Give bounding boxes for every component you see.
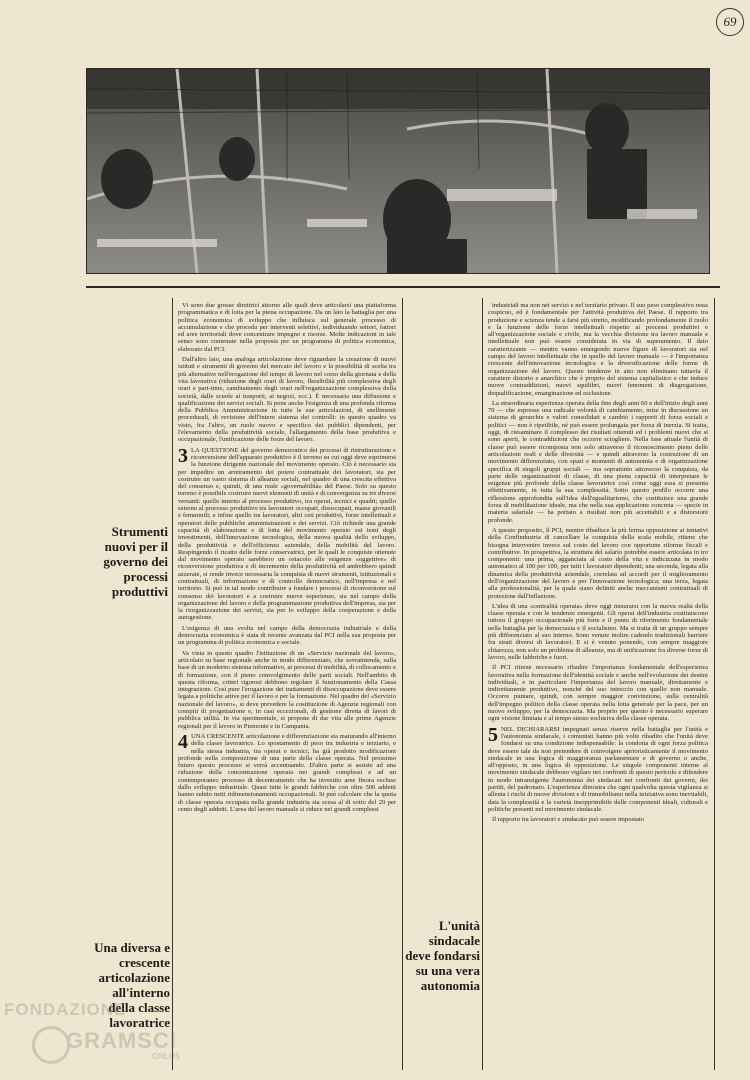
- paragraph-text: UNA CRESCENTE articolazione e differenziazione sta maturando all'interno della classe lavoratrice. Lo spostamento di peso tra industria e terziario, e nella stessa industria, tra operai e tecnici, ha già prodotto modificazioni profonde nella composizione di una parte della classe operaia. Nel prossimo futuro questo processo si verrà accentuando. D'altra parte si assiste ad una riduzione della concentrazione operaia nei grandi complessi e ad un contemporaneo processo di decentramento che ha investito aree finora escluse dallo sviluppo industriale. Quasi tutte le grandi fabbriche con oltre 500 addetti hanno subito netti ridimensionamenti occupazionali. Si può calcolare che la quota di classe operaia occupata nella grande industria sia scesa al di sotto del 20 per cento degli addetti. L'area del lavoro manuale si riduce nei grandi complessi: [178, 732, 396, 813]
- paragraph-section-5: [488, 723, 708, 814]
- paragraph: La straordinaria esperienza operaia della fine degli anni 60 e dell'inizio degli anni 70 — che espresse una radicale volontà di cambiamento, mise in discussione un sistema di gerarchie e valori consolidati e cambiò i rapporti di forza sociali e politici — non è ripetibile, né può essere prolungata per forza di inerzia. Si tratta, oggi, di riesaminare il complesso dei risultati ottenuti ed i problemi nuovi che si sono aperti, le contraddizioni che occorre sciogliere. Nella fase attuale l'unità di classe può essere ricomposta non solo attraverso il riconoscimento pieno delle articolazioni reali e delle diversità — e quindi attraverso la costruzione di un movimento differenziato, con spazi e momenti di autonomia e di organizzazione specifica di singoli gruppi sociali — ma soprattutto attraverso la conquista, da parte delle organizzazioni di classe, di una piena capacità di interpretare le esigenze più profonde della classe lavoratrice così come oggi essa si presenta effettivamente, in tutta la sua complessità. Sotto questo profilo occorre una riflessione approfondita sull'idea dell'egualitarismo, che costituisce una grande forza di mobilitazione ideale, ma che nella sua applicazione concreta — specie in materia salariale — ha portato a risultati non più accettabili e a distorsioni profonde.: [488, 399, 708, 524]
- paragraph: Va vista in questo quadro l'istituzione di un «Servizio nazionale del lavoro», articolato su base regionale anche in modo differenziato, che sovraintenda, sulla base di un moderno sistema informativo, ai processi di mobilità, di collocamento e di formazione, con il pieno coinvolgimento delle parti sociali. Nell'ambito di questa riforma, criteri rigorosi debbono regolare il funzionamento della Cassa integrazione. Così pure l'erogazione dei trattamenti di disoccupazione deve essere legata a politiche attive per il lavoro e per la formazione. Nel quadro del «Servizio nazionale del lavoro», si deve prevedere la costituzione di Agenzie regionali con compiti di progettazione e, in casi eccezionali, di gestione diretta di lavori di pubblica utilità. In via sperimentale, si propone di dar vita alle prime Agenzie regionali per il lavoro in Piemonte e in Campania.: [178, 649, 396, 730]
- paragraph: A questo proposito, il PCI, mentre ribadisce la più ferma opposizione ai tentativi della Confindustria di cancellare la conquista della scala mobile, ritiene che bisogna intervenire invece sul costo del lavoro con opportune riforme fiscali e contributive. In prospettiva, la struttura del salario potrebbe essere articolata in tre componenti: una prima, agganciata al costo della vita e indicizzata in modo automatico al 100 per 100, per tutti i lavoratori dipendenti; una seconda, legata alla dinamica della produttività aziendale, correlata ad accordi per il miglioramento dell'organizzazione del lavoro e per l'innovazione tecnologica; una terza, legata alla professionalità, per la quale siano definiti anche meccanismi contrattuali di protezione dall'inflazione.: [488, 526, 708, 600]
- paragraph: industriali ma non nei servizi e nel terziario privato. Il suo peso complessivo resta cospicuo, ed è fondamentale per l'attività produttiva del Paese. Il rapporto tra produzione e scienza tende a farsi più stretto, modificando profondamente il ruolo e la funzione delle forze intellettuali rispetto ai processi produttivi e all'organizzazione sociale e civile, ma la vecchia divisione tra lavoro manuale e intellettuale non può essere considerata in via di superamento. Il dato caratterizzante — mentre vanno emergendo nuove figure di lavoratori sia nel campo del lavoro intellettuale che in quello del lavoro manuale — è l'importanza crescente dell'innovazione tecnologica e la diversificazione delle forme di organizzazione del lavoro. Queste tendenze in atto non eliminano tuttavia il carattere distorto e anarchico che è proprio del sistema capitalistico e che induce nuove contraddizioni, nuovi squilibri, nuovi fenomeni di disgregazione, dequalificazione, emarginazione ed esclusione.: [488, 302, 708, 397]
- paragraph: Vi sono due grosse direttrici attorno alle quali deve articolarsi una piattaforma programmatica e di lotta per la piena occupazione. Da un lato la battaglia per una politica economica di sviluppo che influisca sul generale processo di accumulazione e che proceda per interventi selettivi, individuando settori, fattori ed aree territoriali dove concentrare impegno e risorse. Molte indicazioni in tale senso sono contenute nella proposta per un programma di politica economica, elaborato dal PCI.: [178, 302, 396, 353]
- paragraph: L'esigenza di una svolta nel campo della democrazia industriale e della democrazia economica è stata di recente avanzata dal PCI nella sua proposta per un programma di politica economica e sociale.: [178, 624, 396, 647]
- paragraph: Dall'altro lato, una analoga articolazione deve riguardare la creazione di nuovi istituti e strumenti di governo del mercato del lavoro e la possibilità di scelta tra più alternative nell'erogazione del tempo di lavoro nel corso della giornata e della vita lavorativa (riduzione degli orari di lavoro, flessibilità più complessiva degli orari e part-time, cambiamento degli orari nell'organizzazione complessiva della società, dalle scuole ai trasporti, ai negozi, ecc.). È necessaria una diffusione e qualificazione dei servizi sociali. Si pone anche l'esigenza di una profonda riforma della Pubblica Amministrazione in tutte le sue articolazioni, di snellimenti procedurali, di revisione dell'intero sistema dei controlli: in questo quadro va visto, fra l'altro, un ruolo nuovo e specifico dei pubblici dipendenti, per l'elevamento della produttività sociale, l'allargamento della base produttiva e occupazionale, l'unificazione delle forze del lavoro.: [178, 356, 396, 444]
- column-divider: [172, 298, 173, 1070]
- paragraph-text: LA QUESTIONE del governo democratico dei processi di ristrutturazione e riconversione dell'apparato produttivo è il terreno su cui oggi deve esprimersi la funzione dirigente nazionale del movimento operaio. Ciò è necessario sia per impedire un arretramento dei potere contrattuale dei lavoratori, sia per costruire un vasto sistema di alleanze sociali, nel quadro di una crescita effettiva del consenso e, quindi, di una reale «governabilità» del Paese. Solo su questo terreno è possibile costruire nuovi elementi di unità e di convergenza su tre diversi versanti: quello interno al processo produttivo, tra operai, tecnici e quadri; quello esterno al processo produttivo tra lavoratori occupati, disoccupati, masse giovanili e femminili; e infine quello tra lavoratori, altri ceti produttivi, forze intellettuali e operatori delle pubbliche amministrazioni e dei servizi. Ciò richiede una grande capacità di elaborazione e di lotta del movimento operaio sui temi degli investimenti, dell'innovazione tecnologica, della nuova qualità dello sviluppo, della produttività e dell'efficienza aziendale, della mobilità del lavoro. Respingendo il ricatto delle forze conservatrici, per le quali le conquiste ottenute dal movimento operaio sarebbero un ostacolo alle esigenze «oggettive» di riconversione produttiva e di incremento della produttività ed andrebbero quindi azzerate, si rende invece necessaria la conquista di nuovi strumenti, istituzionali e contrattuali, di informazione e di controllo democratico, nell'impresa e nel territorio. Si può in tal modo contribuire a fondare i processi di riconversione sul consenso dei lavoratori e a costruire nuove esperienze, sia nel campo della organizzazione del lavoro e della programmazione produttiva dell'impresa, sia per la riorganizzazione dei servizi, sia per lo sviluppo della cooperazione e della autogestione.: [178, 446, 396, 622]
- top-rule: [86, 286, 720, 288]
- paragraph: L'idea di una «centralità operaia» deve oggi misurarsi con la nuova realtà della classe operaia e con le tendenze emergenti. Gli operai dell'industria costituiscono tuttora il gruppo occupazionale più forte e il punto di riferimento fondamentale nella battaglia per la democrazia e il socialismo. Ma si tratta di un gruppo sempre più differenziato al suo interno. Sono venute inoltre cadendo tradizionali barriere fra strati diversi di lavoratori. E si è venuto ponendo, con sempre maggiore chiarezza, non solo un problema di alleanze, ma di unificazione fra diverse forze di lavoro, nelle fabbriche e fuori.: [488, 602, 708, 661]
- column-divider: [714, 298, 715, 1070]
- watermark-line-1: FONDAZIONE: [4, 1000, 127, 1019]
- dropcap-4: 4: [178, 730, 188, 753]
- factory-workers-photo: [86, 68, 710, 274]
- subhead-5: L'unità sindacale deve fondarsi su una vera autonomia: [405, 918, 480, 993]
- paragraph-text: NEL DICHIARARSI impegnati senza riserve nella battaglia per l'unità e l'autonomia sindacale, i comunisti hanno più volte ribadito che l'unità deve fondarsi su una condizione indispensabile: la condotta di ogni forza politica deve essere tale da non pretendere di coinvolgere aprioristicamente il movimento sindacale in una logica di maggioranza parlamentare e di governo o anche, all'opposto, in una logica di opposizione. Le singole componenti interne al movimento sindacale debbono vigilare nei confronti di questo pericolo e difendere in modo intransigente l'autonomia dei sindacati nei confronti dei governi, dei partiti, del padronato. L'esperienza dimostra che ogni qualvolta questa vigilanza si allenta i rischi di nuove divisioni e di immobilismo nella iniziativa sono inevitabili, data la complessità e la varietà insopprimibile delle componenti ideali, culturali e politiche presenti nel movimento sindacale.: [488, 725, 708, 813]
- paragraph: Il rapporto tra lavoratori e sindacato può essere impostato: [492, 816, 644, 824]
- dropcap-3: 3: [178, 444, 188, 467]
- subhead-4: Una diversa e crescente articolazione all'interno della classe lavoratrice: [94, 940, 170, 1030]
- paragraph-section-3: [178, 444, 396, 622]
- watermark-logo-icon: [32, 1026, 70, 1064]
- paragraph: Il PCI ritiene necessario ribadire l'importanza fondamentale dell'esperienza lavorativa nella formazione dell'identità sociale e anche nell'evoluzione dei destini individuali, e in particolare l'importanza del lavoro manuale, direttamente e indirettamente produttivo, nonché del suo intreccio con quello non manuale. Occorre puntare, quindi, con sempre maggior convinzione, sulla centralità dell'impegno politico della classe operaia nella lotta generale per la pace, per un nuovo sviluppo, per la democrazia. Ma proprio per questo è necessario superare ogni visione limitata e al tempo stesso esclusiva della classe operaia.: [488, 664, 708, 723]
- page-number: 69: [716, 8, 744, 36]
- paragraph-section-4: [178, 730, 396, 813]
- dropcap-5: 5: [488, 723, 498, 746]
- factory-workers-photo-drawing: [87, 69, 709, 273]
- watermark-line-3: ONLUS: [152, 1052, 180, 1061]
- watermark-line-2: GRAMSCI: [66, 1028, 177, 1053]
- text-column-right: [488, 302, 708, 1066]
- subhead-3: Strumenti nuovi per il governo dei processi produttivi: [103, 524, 168, 599]
- text-column-left: [178, 302, 396, 1066]
- column-divider: [402, 298, 403, 1070]
- column-divider: [482, 298, 483, 1070]
